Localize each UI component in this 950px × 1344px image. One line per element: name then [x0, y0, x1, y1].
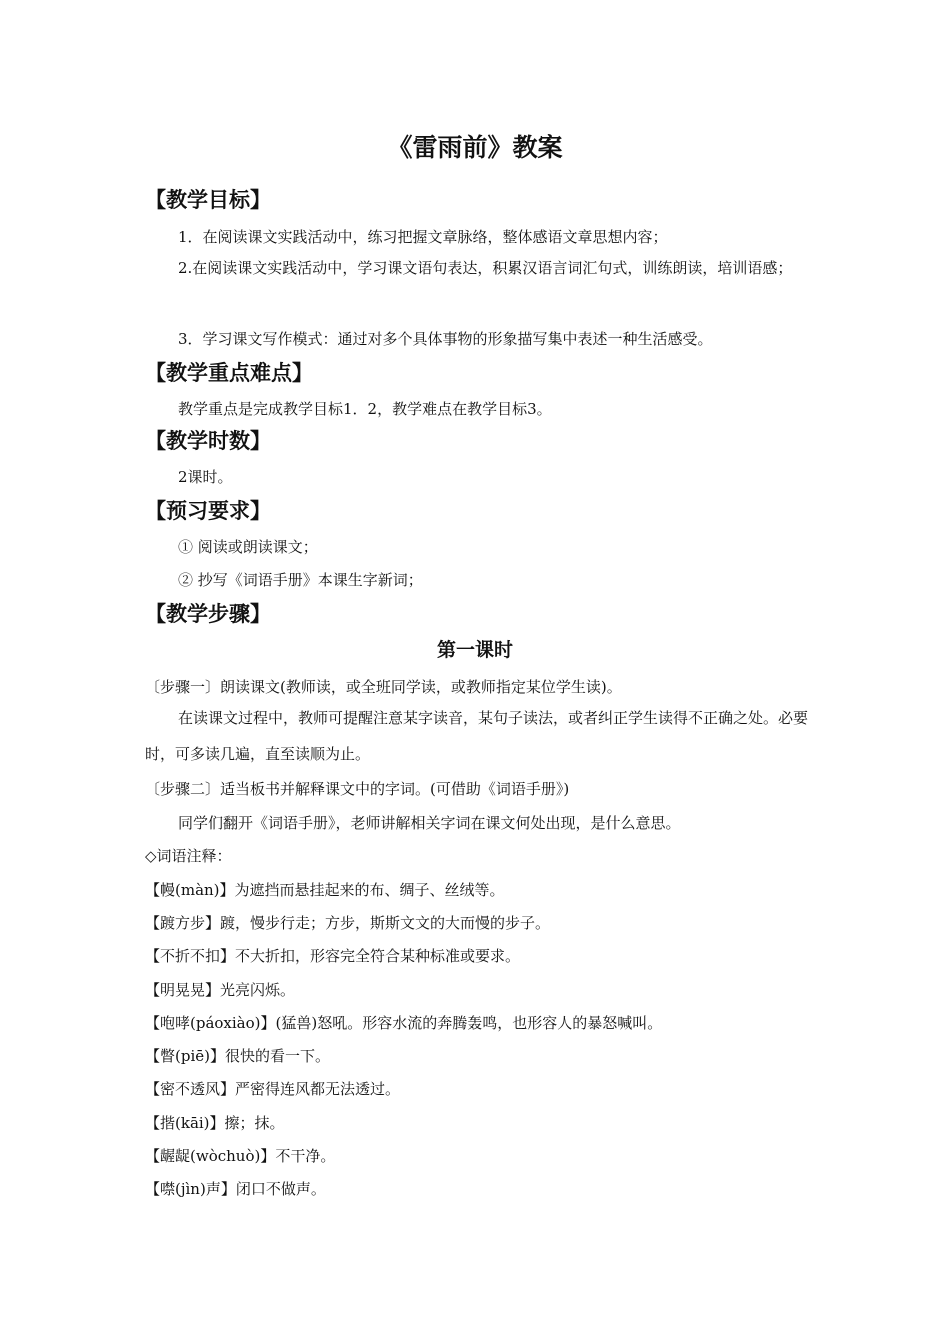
- goal-item: 1．在阅读课文实践活动中，练习把握文章脉络，整体感语文章思想内容；: [178, 228, 668, 246]
- step-two-detail: 同学们翻开《词语手册》，老师讲解相关字词在课文何处出现，是什么意思。: [178, 814, 681, 832]
- preview-heading: 【预习要求】: [145, 499, 271, 523]
- glossary-entry: 【瞥(piē)】很快的看一下。: [145, 1047, 330, 1065]
- step-one-detail: 在读课文过程中，教师可提醒注意某字读音，某句子读法，或者纠正学生读得不正确之处。必要时，可多读几遍，直至读顺为止。: [145, 709, 809, 763]
- glossary-entry: 【噤(jìn)声】闭口不做声。: [145, 1180, 326, 1198]
- preview-item: ② 抄写《词语手册》本课生字新词；: [178, 571, 423, 589]
- goal-item: 3．学习课文写作模式：通过对多个具体事物的形象描写集中表述一种生活感受。: [178, 330, 713, 348]
- glossary-heading: ◇词语注释：: [145, 847, 232, 865]
- glossary-entry: 【揩(kāi)】擦；抹。: [145, 1114, 285, 1132]
- glossary-entry: 【幔(màn)】为遮挡而悬挂起来的布、绸子、丝绒等。: [145, 881, 505, 899]
- goal-item: 2.在阅读课文实践活动中，学习课文语句表达，积累汉语言词汇句式，训练朗读，培训语感；: [178, 259, 793, 277]
- glossary-entry: 【踱方步】踱，慢步行走；方步，斯斯文文的大而慢的步子。: [145, 914, 551, 932]
- hours-text: 2课时。: [178, 468, 233, 486]
- lesson-one-heading: 第一课时: [436, 639, 513, 661]
- glossary-entry: 【不折不扣】不大折扣，形容完全符合某种标准或要求。: [145, 947, 521, 965]
- glossary-entry: 【明晃晃】光亮闪烁。: [145, 981, 296, 999]
- steps-heading: 【教学步骤】: [145, 602, 271, 626]
- glossary-entry: 【咆哮(páoxiào)】(猛兽)怒吼。形容水流的奔腾轰鸣，也形容人的暴怒喊叫。: [145, 1014, 663, 1032]
- glossary-entry: 【密不透风】严密得连风都无法透过。: [145, 1080, 401, 1098]
- hours-heading: 【教学时数】: [145, 429, 271, 453]
- glossary-entry: 【龌龊(wòchuò)】不干净。: [145, 1147, 336, 1165]
- document-title: 《雷雨前》教案: [387, 133, 563, 162]
- goals-heading: 【教学目标】: [145, 188, 271, 212]
- step-one: 〔步骤一〕朗读课文(教师读，或全班同学读，或教师指定某位学生读)。: [145, 678, 622, 696]
- key-points-heading: 【教学重点难点】: [145, 361, 313, 385]
- preview-item: ① 阅读或朗读课文；: [178, 538, 318, 556]
- key-points-text: 教学重点是完成教学目标1．2，教学难点在教学目标3。: [178, 400, 552, 418]
- step-two: 〔步骤二〕适当板书并解释课文中的字词。(可借助《词语手册》): [145, 780, 570, 798]
